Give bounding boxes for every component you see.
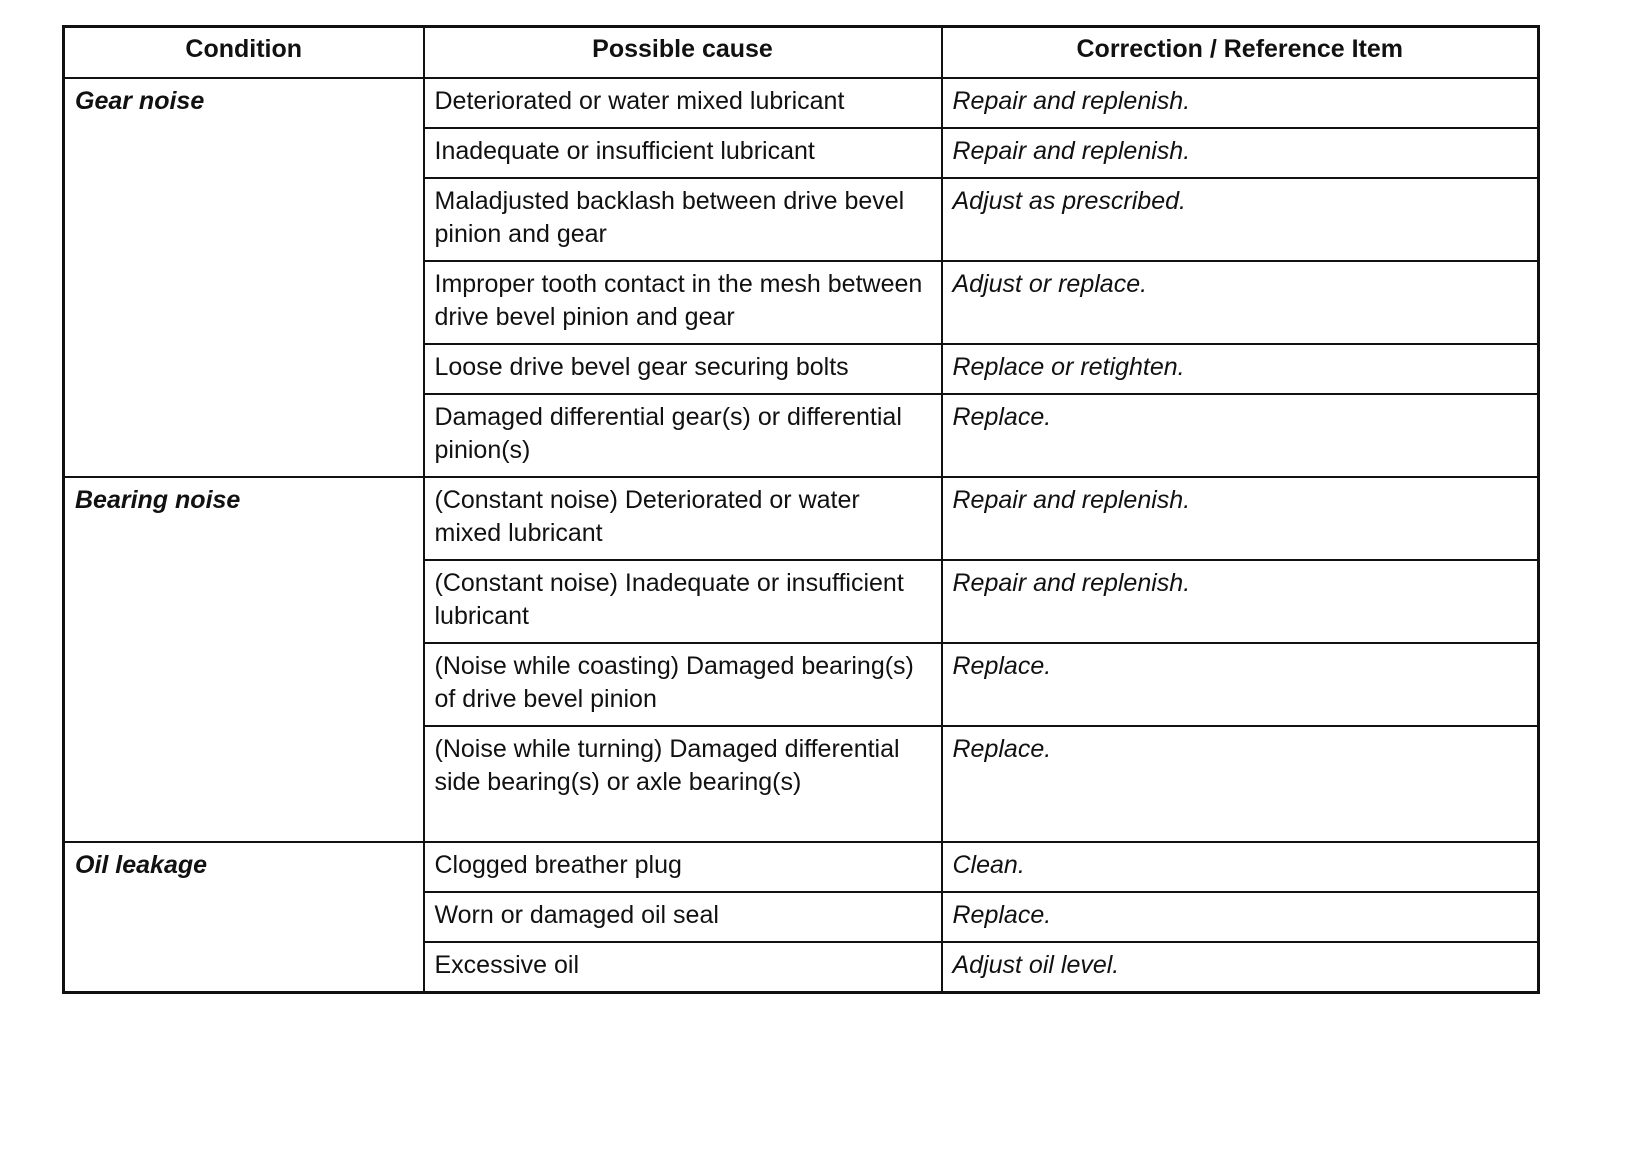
correction-cell: Replace or retighten. — [942, 344, 1539, 394]
cause-cell: (Constant noise) Inadequate or insufficient lubricant — [424, 560, 942, 643]
cause-cell: Excessive oil — [424, 942, 942, 993]
cause-cell: (Noise while coasting) Damaged bearing(s) of drive bevel pinion — [424, 643, 942, 726]
correction-cell: Repair and replenish. — [942, 560, 1539, 643]
cause-cell: Improper tooth contact in the mesh between drive bevel pinion and gear — [424, 261, 942, 344]
correction-cell: Repair and replenish. — [942, 78, 1539, 128]
cause-cell: Worn or damaged oil seal — [424, 892, 942, 942]
header-row — [64, 27, 1539, 79]
cause-cell: Clogged breather plug — [424, 842, 942, 892]
correction-cell: Clean. — [942, 842, 1539, 892]
correction-cell: Replace. — [942, 643, 1539, 726]
correction-cell: Replace. — [942, 726, 1539, 842]
correction-cell: Replace. — [942, 892, 1539, 942]
header-correction: Correction / Reference Item — [942, 27, 1539, 79]
header-possible-cause: Possible cause — [424, 27, 942, 79]
troubleshooting-table — [62, 25, 1540, 994]
cause-cell: Inadequate or insufficient lubricant — [424, 128, 942, 178]
cause-cell: Loose drive bevel gear securing bolts — [424, 344, 942, 394]
cause-cell: (Noise while turning) Damaged differential side bearing(s) or axle bearing(s) — [424, 726, 942, 842]
table-row — [64, 842, 1539, 892]
cause-cell: Maladjusted backlash between drive bevel pinion and gear — [424, 178, 942, 261]
condition-cell: Gear noise — [64, 78, 424, 477]
table-row — [64, 78, 1539, 128]
correction-cell: Adjust as prescribed. — [942, 178, 1539, 261]
correction-cell: Adjust or replace. — [942, 261, 1539, 344]
header-condition: Condition — [64, 27, 424, 79]
correction-cell: Adjust oil level. — [942, 942, 1539, 993]
cause-cell: Damaged differential gear(s) or differential pinion(s) — [424, 394, 942, 477]
table-row — [64, 477, 1539, 560]
cause-cell: Deteriorated or water mixed lubricant — [424, 78, 942, 128]
condition-cell: Oil leakage — [64, 842, 424, 993]
correction-cell: Repair and replenish. — [942, 477, 1539, 560]
correction-cell: Repair and replenish. — [942, 128, 1539, 178]
condition-cell: Bearing noise — [64, 477, 424, 842]
cause-cell: (Constant noise) Deteriorated or water mixed lubricant — [424, 477, 942, 560]
correction-cell: Replace. — [942, 394, 1539, 477]
